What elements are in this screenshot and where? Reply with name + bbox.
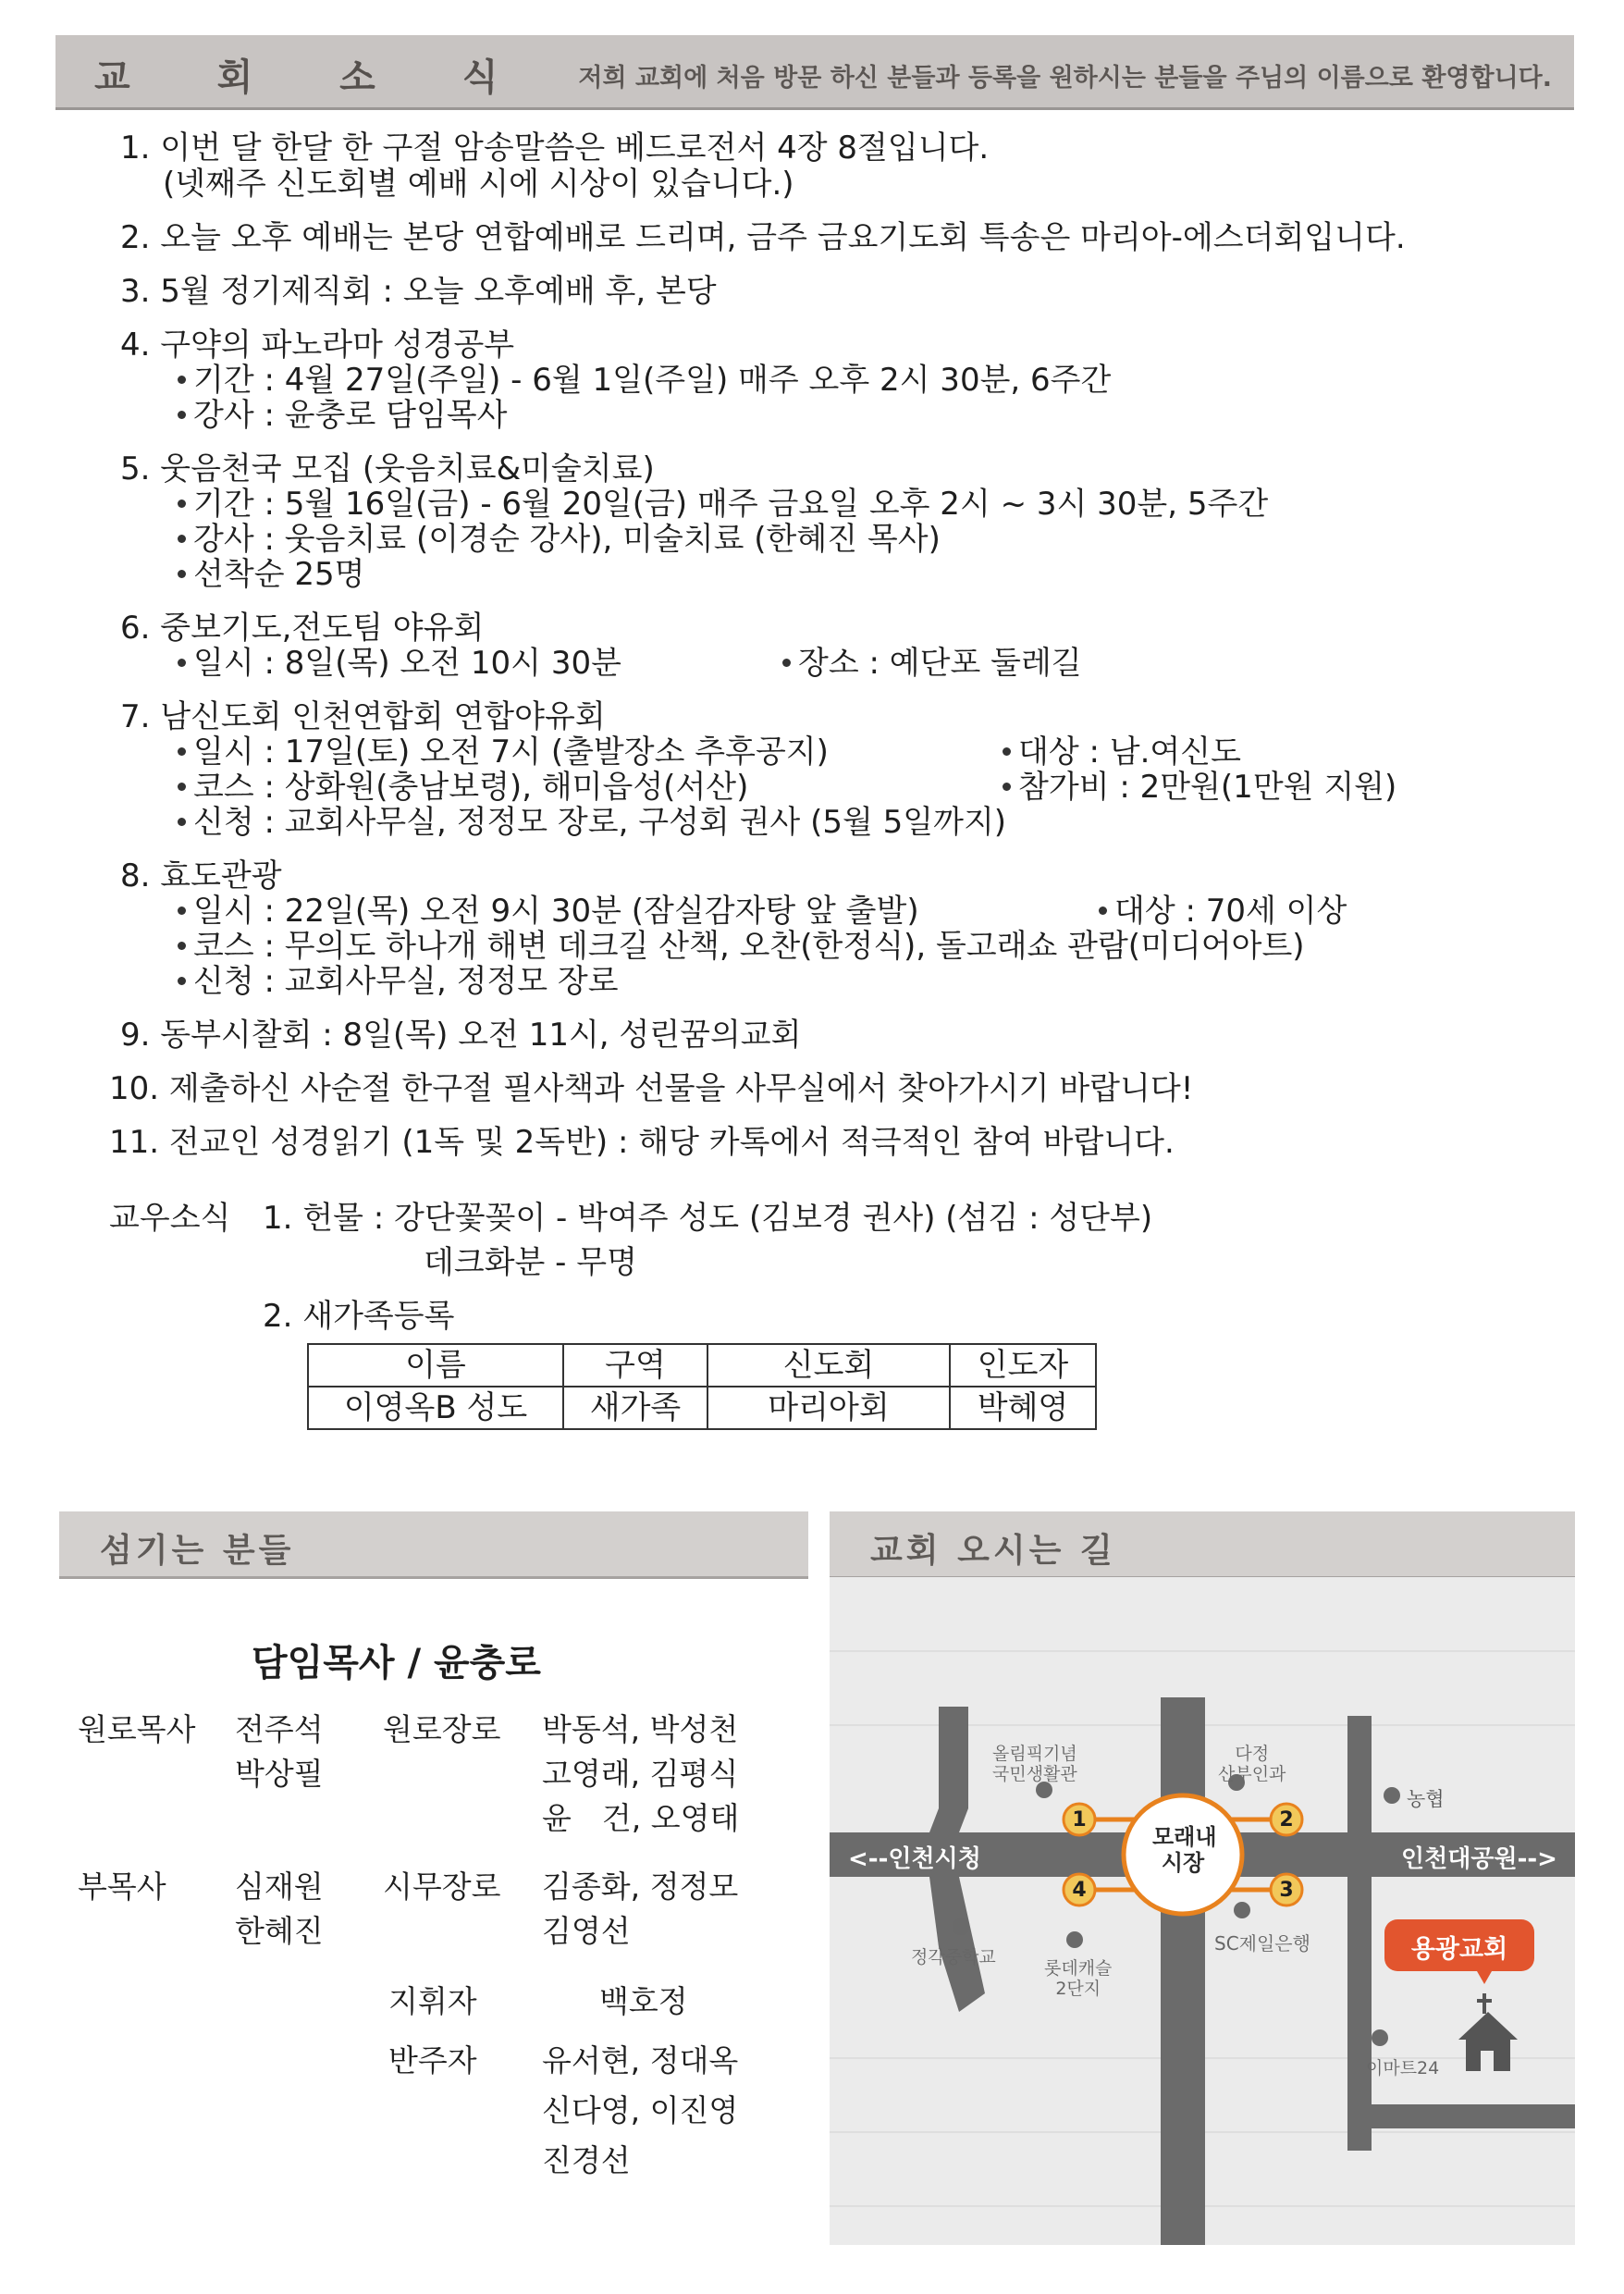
table-cell: 새가족: [563, 1387, 707, 1429]
map-label-scbank: SC제일은행: [1214, 1932, 1310, 1955]
staff-list: [0, 0, 814, 2220]
announcement-4-lecturer: 강사 : 윤충로 담임목사: [178, 398, 507, 433]
members-news-label: 교우소식: [109, 1200, 231, 1237]
members-news-newfamily: 2. 새가족등록: [263, 1298, 455, 1335]
map-label-emart: 이마트24: [1366, 2058, 1440, 2078]
announcement-6-place: 장소 : 예단포 둘레길: [782, 646, 1082, 681]
table-header: 이름: [308, 1344, 563, 1387]
map-label-church: 용광교회: [1410, 1935, 1508, 1964]
map-label-park: 인천대공원-->: [1401, 1845, 1557, 1873]
announcement-9: 9. 동부시찰회 : 8일(목) 오전 11시, 성린꿈의교회: [120, 1017, 802, 1054]
map-center-market: 모래내 시장: [1152, 1824, 1217, 1876]
announcement-8: 8. 효도관광: [120, 857, 282, 894]
map-number-2: 2: [1279, 1808, 1294, 1832]
members-news-offering-2: 데크화분 - 무명: [424, 1244, 637, 1281]
announcement-7-date: 일시 : 17일(토) 오전 7시 (출발장소 추후공지): [178, 734, 829, 770]
staff-name: 유서현, 정대옥: [542, 2042, 739, 2078]
announcement-7-fee: 참가비 : 2만원(1만원 지원): [1003, 770, 1396, 805]
table-header: 구역: [563, 1344, 707, 1387]
role-label: 부목사: [78, 1868, 166, 1905]
announcement-8-apply: 신청 : 교회사무실, 정정모 장로: [178, 964, 619, 999]
staff-name: 박동석, 박성천: [542, 1711, 739, 1747]
map-number-1: 1: [1072, 1808, 1087, 1832]
announcement-5: 5. 웃음천국 모집 (웃음치료&미술치료): [120, 450, 655, 487]
map-label-olympic: 올림픽기념 국민생활관: [992, 1744, 1077, 1784]
announcement-8-target: 대상 : 70세 이상: [1099, 894, 1347, 929]
map-label-nonghyup: 농협: [1407, 1788, 1445, 1810]
role-label: 원로목사: [78, 1711, 196, 1747]
staff-name: 심재원: [235, 1868, 324, 1905]
announcement-4-period: 기간 : 4월 27일(주일) - 6월 1일(주일) 매주 오후 2시 30분, 6주간: [178, 363, 1111, 398]
staff-name: 김종화, 정정모: [542, 1868, 739, 1905]
announcement-5-lecturer: 강사 : 웃음치료 (이경순 강사), 미술치료 (한혜진 목사): [178, 522, 941, 557]
announcement-5-capacity: 선착순 25명: [178, 557, 364, 592]
announcement-11: 11. 전교인 성경읽기 (1독 및 2독반) : 해당 카톡에서 적극적인 참여 바랍니다.: [109, 1124, 1175, 1161]
staff-name: 전주석: [235, 1711, 324, 1747]
map-label-cityhall: <--인천시청: [848, 1845, 981, 1873]
announcements-title: 교 회 소 식: [94, 56, 535, 99]
announcement-1: 1. 이번 달 한달 한 구절 암송말씀은 베드로전서 4장 8절입니다.: [120, 130, 990, 166]
senior-pastor: 담임목사 / 윤충로: [252, 1642, 541, 1684]
map-label-school: 정각중학교: [911, 1947, 996, 1967]
servants-title: 섬기는 분들: [100, 1532, 295, 1570]
map-number-3: 3: [1279, 1879, 1294, 1902]
announcement-8-date: 일시 : 22일(목) 오전 9시 30분 (잠실감자탕 앞 출발): [178, 894, 919, 929]
announcement-10: 10. 제출하신 사순절 한구절 필사책과 선물을 사무실에서 찾아가시기 바랍니다!: [109, 1070, 1194, 1107]
welcome-message: 저희 교회에 처음 방문 하신 분들과 등록을 원하시는 분들을 주님의 이름으로 환영합니다.: [578, 64, 1552, 92]
directions-map: [830, 1577, 1575, 2245]
table-cell: 박혜영: [950, 1387, 1096, 1429]
staff-name: 박상필: [235, 1756, 324, 1792]
announcement-7: 7. 남신도회 인천연합회 연합야유회: [120, 698, 606, 735]
staff-name: 신다영, 이진영: [542, 2092, 739, 2128]
table-header: 인도자: [950, 1344, 1096, 1387]
announcement-7-course: 코스 : 상화원(충남보령), 해미읍성(서산): [178, 770, 748, 805]
staff-name: 윤 건, 오영태: [542, 1800, 740, 1836]
announcement-7-target: 대상 : 남.여신도: [1003, 734, 1241, 770]
announcement-3: 3. 5월 정기제직회 : 오늘 오후예배 후, 본당: [120, 273, 717, 310]
table-cell: 이영옥B 성도: [308, 1387, 563, 1429]
map-number-4: 4: [1072, 1879, 1087, 1902]
staff-name: 진경선: [542, 2142, 631, 2178]
announcement-4: 4. 구약의 파노라마 성경공부: [120, 327, 515, 364]
directions-title: 교회 오시는 길: [870, 1532, 1116, 1570]
announcement-6: 6. 중보기도,전도팀 야유회: [120, 610, 485, 647]
announcement-6-date: 일시 : 8일(목) 오전 10시 30분: [178, 646, 621, 681]
staff-name: 한혜진: [235, 1913, 324, 1949]
announcement-8-course: 코스 : 무의도 하나개 해변 데크길 산책, 오찬(한정식), 돌고래쇼 관람(미디어아트): [178, 929, 1305, 964]
table-cell: 마리아회: [707, 1387, 950, 1429]
announcement-2: 2. 오늘 오후 예배는 본당 연합예배로 드리며, 금주 금요기도회 특송은 마리아-에스더회입니다.: [120, 219, 1406, 256]
staff-name: 백호정: [599, 1983, 688, 2019]
directions-header: [830, 1511, 1575, 1579]
table-header: 신도회: [707, 1344, 950, 1387]
role-label: 지휘자: [388, 1983, 477, 2019]
announcement-7-apply: 신청 : 교회사무실, 정정모 장로, 구성회 권사 (5월 5일까지): [178, 805, 1006, 840]
role-label: 시무장로: [383, 1868, 501, 1905]
staff-name: 고영래, 김평식: [542, 1756, 739, 1792]
staff-name: 김영선: [542, 1913, 631, 1949]
announcement-5-period: 기간 : 5월 16일(금) - 6월 20일(금) 매주 금요일 오후 2시 ~ 3시 30분, 5주간: [178, 487, 1268, 522]
map-label-clinic: 다정 산부인과: [1218, 1744, 1286, 1784]
role-label: 원로장로: [383, 1711, 501, 1747]
role-label: 반주자: [388, 2042, 477, 2078]
members-news-offering: 1. 헌물 : 강단꽃꽂이 - 박여주 성도 (김보경 권사) (섬김 : 성단부): [263, 1200, 1153, 1237]
map-label-lotte: 롯데캐슬 2단지: [1044, 1958, 1113, 1999]
map-drawing: [830, 1577, 1575, 2245]
announcement-1-note: (넷째주 신도회별 예배 시에 시상이 있습니다.): [163, 166, 794, 203]
